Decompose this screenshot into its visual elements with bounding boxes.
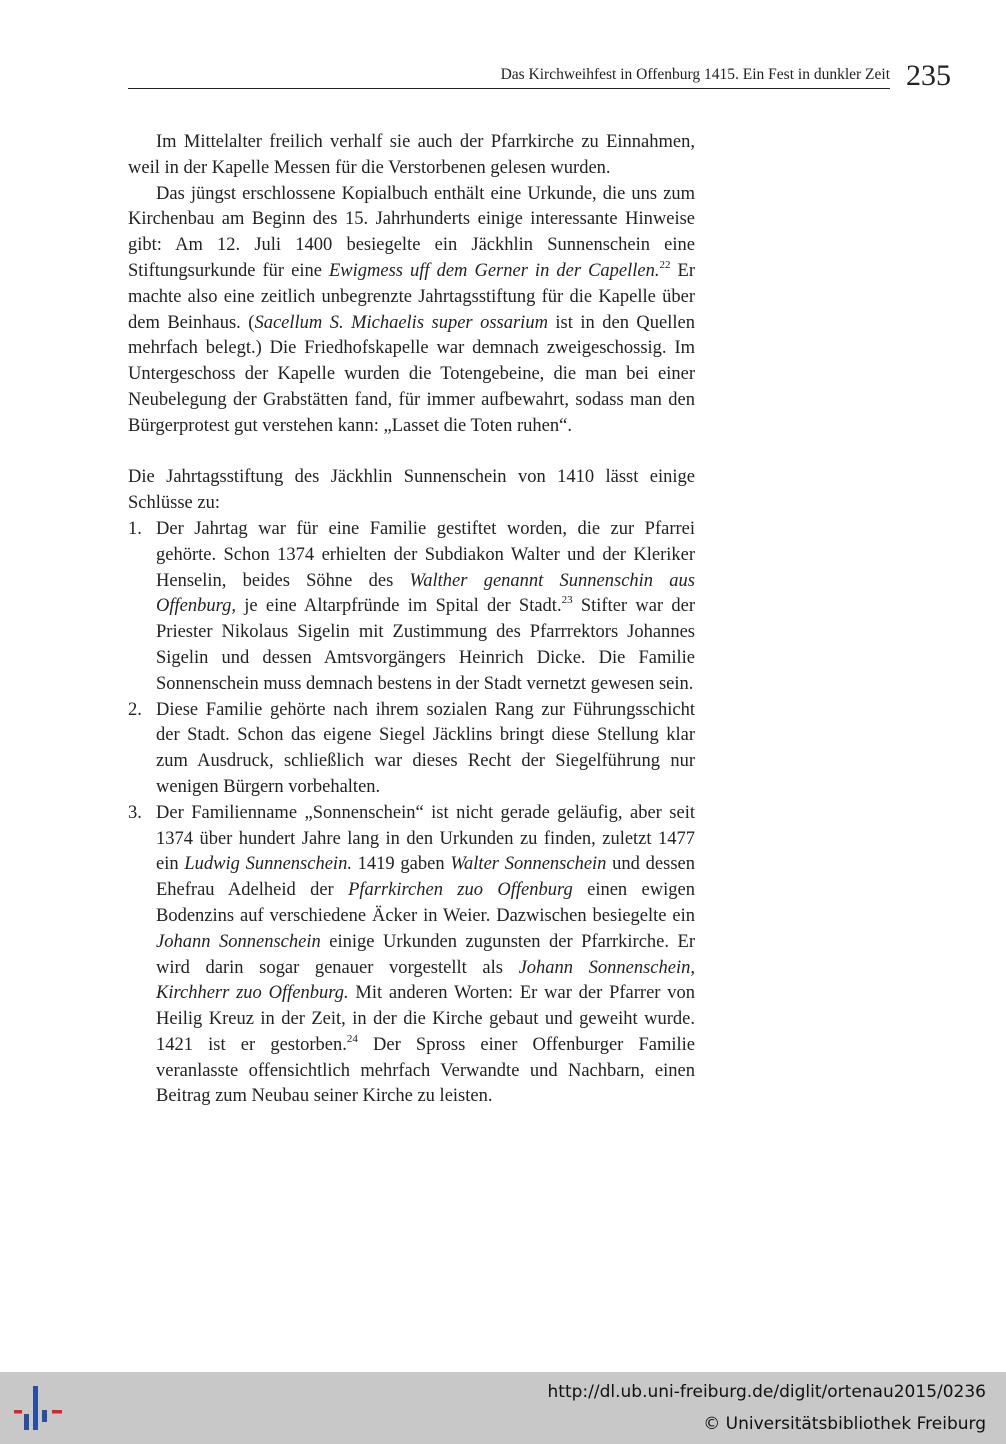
text-run: ist in den Quellen mehrfach belegt.) Die Friedhofskapelle war demnach zweigeschossig. Im Untergeschoss der Kapelle wurden die Totengebeine, die man bei einer Neubelegung der Grabstätten fand, für immer aufbewahrt, sodass man den Bürgerprotest gut verstehen kann: „Lasset die Toten ruhen“. — [128, 312, 695, 436]
list-number: 3. — [128, 802, 142, 823]
italic-quote: Pfarrkirchen zuo Offenburg — [348, 880, 573, 901]
italic-name: Johann Sonnenschein — [156, 931, 321, 952]
paragraph-2 — [128, 182, 695, 440]
footnote-ref-23: 23 — [561, 594, 573, 607]
text-run: einen ewigen Bodenzins auf verschiedene Äcker in Weier. Dazwischen besiegelte ein — [156, 880, 695, 926]
text-run: Der Spross einer Offenburger Familie veranlasste offensichtlich mehrfach Verwandte und Nachbarn, einen Beitrag zum Neubau seiner Kirche zu leisten. — [156, 1034, 695, 1107]
text-run: je eine Altarpfründe im Spital der Stadt. — [236, 596, 562, 617]
italic-quote: Johann Sonnenschein, Kirchherr zuo Offenburg. — [156, 957, 695, 1004]
list-item-2 — [128, 698, 695, 801]
italic-name: Ludwig Sunnenschein. — [184, 854, 352, 875]
italic-quote: Walther genannt Sunnenschin aus Offenburg, — [156, 570, 695, 617]
paragraph-3: Die Jahrtagsstiftung des Jäckhlin Sunnenschein von 1410 lässt einige Schlüsse zu: — [128, 467, 695, 514]
text-run: 1419 gaben — [351, 854, 451, 875]
text-run: Mit anderen Worten: Er war der Pfarrer von Heilig Kreuz in der Zeit, in der die Kirche gebaut und geweiht wurde. 1421 ist er gestorben. — [156, 983, 695, 1055]
page-number: 235 — [906, 59, 951, 92]
paragraph-1: Im Mittelalter freilich verhalf sie auch der Pfarrkirche zu Einnahmen, weil in der Kapelle Messen für die Verstorbenen gelesen wurden. — [128, 132, 695, 178]
footnote-ref-24: 24 — [346, 1032, 358, 1045]
running-title: Das Kirchweihfest in Offenburg 1415. Ein Fest in dunkler Zeit — [128, 62, 890, 89]
ub-freiburg-logo-icon[interactable] — [14, 1384, 62, 1432]
italic-quote: Sacellum S. Michaelis super ossarium — [254, 312, 548, 333]
text-run: Diese Familie gehörte nach ihrem sozialen Rang zur Führungsschicht der Stadt. Schon das eigene Siegel Jäcklins bringt diese Stellung klar zum Ausdruck, schließlich war dieses Recht der Siegelführung nur wenigen Bürgern vorbehalten. — [156, 699, 695, 797]
list-item-1 — [128, 517, 695, 698]
list-item-3 — [128, 801, 695, 1111]
footer-bar — [0, 1372, 1006, 1444]
text-run: Das jüngst erschlossene Kopialbuch enthält eine Urkunde, die uns zum Kirchenbau am Beginn des 15. Jahrhunderts einige interessante Hinweise gibt: Am 12. Juli 1400 besiegelte ein Jäckhlin Sunnenschein eine Stiftungsurkunde für eine — [128, 183, 695, 281]
numbered-list — [128, 517, 695, 1110]
italic-name: Walter Sonnenschein — [450, 854, 607, 875]
paragraph-spacer — [128, 440, 695, 466]
text-run: und dessen Ehefrau Adelheid der — [156, 854, 695, 901]
italic-quote: Ewigmess uff dem Gerner in der Capellen. — [328, 260, 660, 281]
footnote-ref-22: 22 — [659, 258, 671, 271]
text-run: Der Familienname „Sonnenschein“ ist nicht gerade geläufig, aber seit 1374 über hundert Jahre lang in den Urkunden zu finden, zuletzt 1477 ein — [156, 802, 695, 875]
body-text — [128, 130, 695, 1110]
copyright-notice: © Universitätsbibliothek Freiburg — [703, 1414, 986, 1434]
text-run: Er machte also eine zeitlich unbegrenzte Jahrtagsstiftung für die Kapelle über dem Beinhaus. ( — [128, 260, 696, 333]
source-url-link[interactable]: http://dl.ub.uni-freiburg.de/diglit/ortenau2015/0236 — [547, 1382, 986, 1402]
text-run: einige Urkunden zugunsten der Pfarrkirche. Er wird darin sogar genauer vorgestellt als — [156, 931, 696, 978]
text-run: Der Jahrtag war für eine Familie gestiftet worden, die zur Pfarrei gehörte. Schon 1374 erhielten der Subdiakon Walter und der Kleriker Henselin, beides Söhne des — [156, 518, 695, 591]
text-run: Stifter war der Priester Nikolaus Sigelin mit Zustimmung des Pfarrrektors Johannes Sigelin und dessen Amtsvorgängers Heinrich Dicke. Die Familie Sonnenschein muss demnach bestens in der Stadt vernetzt gewesen sein. — [156, 596, 695, 694]
list-number: 1. — [128, 518, 142, 539]
list-number: 2. — [128, 699, 142, 720]
